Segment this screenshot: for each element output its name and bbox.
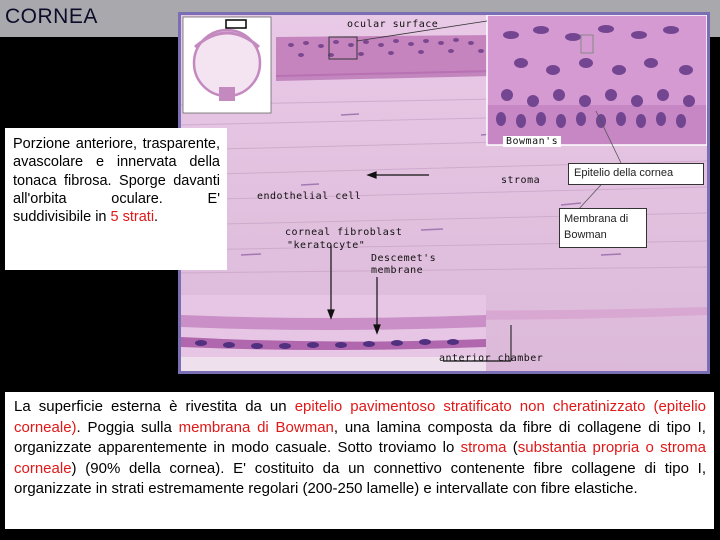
description-paragraph: [5, 392, 714, 529]
label-anterior-chamber: anterior chamber: [439, 353, 544, 364]
callout-epitelio-cornea: [568, 163, 704, 185]
para-part-2: . Poggia sulla: [76, 418, 179, 436]
label-corneal-fibroblast: corneal fibroblast: [285, 227, 403, 238]
label-keratocyte: "keratocyte": [287, 240, 366, 251]
label-endothelial-cell: endothelial cell: [257, 191, 362, 202]
callout-membrana-line2: Bowman: [564, 229, 607, 241]
callout-epitelio-text: Epitelio della cornea: [574, 167, 674, 179]
para-epitelio: epitelio pavimentoso stratificato non cheratinizzato (epitelio corneale): [14, 398, 706, 436]
intro-text: Porzione anteriore, trasparente, avascolare e innervata della tonaca fibrosa. Sporge davanti all'orbita oculare. E' suddivisibile in: [13, 136, 220, 226]
label-bowmans: Bowman's: [503, 136, 561, 147]
intro-highlight: 5 strati: [110, 209, 155, 226]
slide-title: CORNEA: [5, 5, 98, 28]
label-membrane: membrane: [371, 265, 424, 276]
histology-figure: [178, 12, 710, 374]
para-part-3: , una lamina composta da fibre di collagene di tipo I, organizzate apparentemente in modo casuale. Sotto troviamo lo: [14, 418, 706, 456]
label-descemets: Descemet's: [371, 253, 437, 264]
label-stroma: stroma: [501, 175, 541, 186]
para-membrana-bowman: membrana di Bowman: [178, 418, 334, 436]
para-part-4: (: [506, 439, 518, 456]
para-stroma: stroma: [460, 439, 507, 456]
callout-membrana-bowman: [559, 208, 647, 248]
callout-membrana-line1: Membrana di: [564, 213, 629, 225]
intro-end: .: [154, 209, 159, 226]
para-part-1: La superficie esterna è rivestita da un: [14, 398, 295, 415]
label-ocular-surface: ocular surface: [347, 19, 439, 30]
intro-text-box: [5, 128, 227, 270]
para-substantia: substantia propria o stroma corneale: [14, 439, 706, 477]
para-part-5: ) (90% della cornea). E' costituito da un connettivo contenente fibre collagene di tipo I, organizzate in strati estremamente regolari (200-250 lamelle) e intervallate con fibre elastiche.: [14, 459, 706, 497]
